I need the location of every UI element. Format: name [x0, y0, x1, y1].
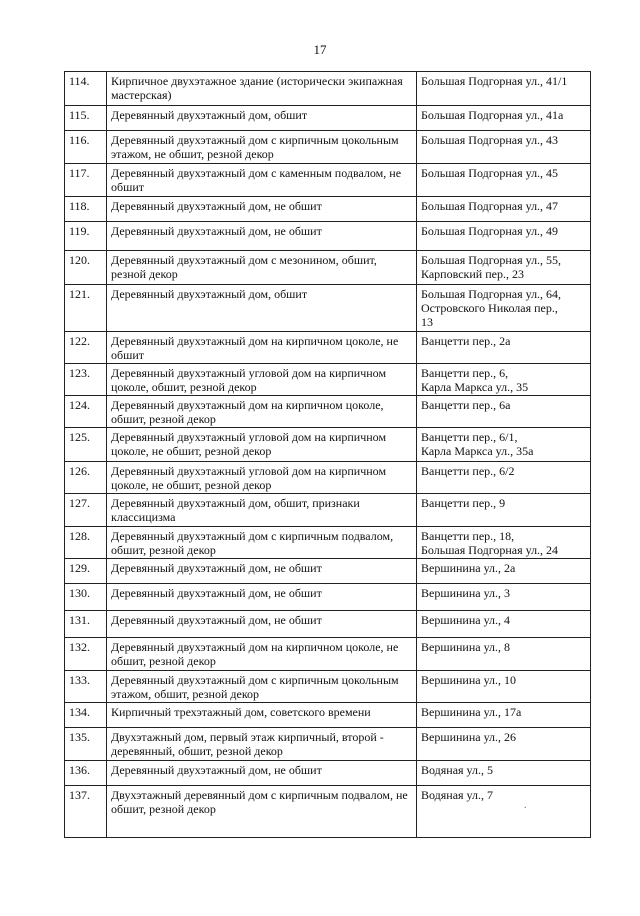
row-number: 130. — [65, 584, 107, 611]
row-number: 117. — [65, 164, 107, 197]
address-line: Вершинина ул., 8 — [421, 640, 511, 654]
object-description: Деревянный двухэтажный угловой дом на кирпичном цоколе, обшит, резной декор — [107, 364, 417, 396]
address-line: Островского Николая пер., — [421, 301, 558, 315]
address-line: Большая Подгорная ул., 41/1 — [421, 74, 568, 88]
table-row — [65, 638, 591, 671]
address-line: Большая Подгорная ул., 41а — [421, 108, 564, 122]
table-body — [65, 72, 591, 838]
object-address — [417, 164, 591, 197]
object-description: Кирпичное двухэтажное здание (исторически экипажная мастерская) — [107, 72, 417, 106]
address-line: Вершинина ул., 3 — [421, 586, 511, 600]
object-address — [417, 494, 591, 527]
address-line: Вершинина ул., 4 — [421, 613, 511, 627]
table-row — [65, 106, 591, 131]
row-number: 118. — [65, 197, 107, 222]
object-address — [417, 72, 591, 106]
address-line: Большая Подгорная ул., 55, — [421, 253, 562, 267]
object-address — [417, 131, 591, 164]
address-line: Большая Подгорная ул., 24 — [421, 543, 559, 557]
table-row — [65, 428, 591, 462]
object-description: Деревянный двухэтажный дом с кирпичным подвалом, обшит, резной декор — [107, 527, 417, 559]
table-row — [65, 164, 591, 197]
row-number: 120. — [65, 251, 107, 285]
table-row — [65, 559, 591, 584]
row-number: 132. — [65, 638, 107, 671]
object-description: Деревянный двухэтажный дом с мезонином, обшит, резной декор — [107, 251, 417, 285]
row-number: 133. — [65, 671, 107, 703]
object-address — [417, 396, 591, 428]
table-row — [65, 494, 591, 527]
table-row — [65, 251, 591, 285]
row-number: 136. — [65, 761, 107, 786]
object-address — [417, 559, 591, 584]
address-line: Большая Подгорная ул., 47 — [421, 199, 559, 213]
table-row — [65, 584, 591, 611]
object-description: Деревянный двухэтажный дом, не обшит — [107, 559, 417, 584]
table-row — [65, 197, 591, 222]
row-number: 114. — [65, 72, 107, 106]
object-description: Деревянный двухэтажный угловой дом на кирпичном цоколе, не обшит, резной декор — [107, 462, 417, 494]
table-row — [65, 728, 591, 761]
row-number: 134. — [65, 703, 107, 728]
address-line: Карла Маркса ул., 35 — [421, 380, 529, 394]
row-number: 131. — [65, 611, 107, 638]
object-description: Двухэтажный деревянный дом с кирпичным подвалом, не обшит, резной декор — [107, 786, 417, 838]
address-line: Ванцетти пер., 6/2 — [421, 464, 515, 478]
object-description: Деревянный двухэтажный дом с каменным подвалом, не обшит — [107, 164, 417, 197]
object-description: Деревянный двухэтажный дом, не обшит — [107, 197, 417, 222]
object-address — [417, 584, 591, 611]
object-description: Деревянный двухэтажный дом, обшит — [107, 106, 417, 131]
table-row — [65, 611, 591, 638]
object-description: Кирпичный трехэтажный дом, советского времени — [107, 703, 417, 728]
row-number: 124. — [65, 396, 107, 428]
row-number: 125. — [65, 428, 107, 462]
object-address — [417, 106, 591, 131]
row-number: 122. — [65, 332, 107, 364]
address-line: Большая Подгорная ул., 49 — [421, 224, 559, 238]
address-line: Большая Подгорная ул., 64, — [421, 287, 562, 301]
stray-dot: . — [524, 800, 527, 811]
object-description: Деревянный двухэтажный дом с кирпичным цокольным этажом, обшит, резной декор — [107, 671, 417, 703]
object-address — [417, 728, 591, 761]
object-description: Деревянный двухэтажный дом, не обшит — [107, 611, 417, 638]
address-line: Ванцетти пер., 6, — [421, 366, 509, 380]
address-line: Водяная ул., 7 — [421, 788, 494, 802]
table-row — [65, 527, 591, 559]
object-description: Деревянный двухэтажный дом на кирпичном цоколе, не обшит — [107, 332, 417, 364]
address-line: Водяная ул., 5 — [421, 763, 494, 777]
object-address — [417, 611, 591, 638]
object-address — [417, 197, 591, 222]
table-row — [65, 396, 591, 428]
row-number: 116. — [65, 131, 107, 164]
address-line: Большая Подгорная ул., 45 — [421, 166, 559, 180]
row-number: 123. — [65, 364, 107, 396]
address-line: Вершинина ул., 10 — [421, 673, 517, 687]
row-number: 128. — [65, 527, 107, 559]
object-address — [417, 428, 591, 462]
object-address — [417, 462, 591, 494]
address-line: Вершинина ул., 17а — [421, 705, 522, 719]
object-description: Деревянный двухэтажный дом, обшит, признаки классицизма — [107, 494, 417, 527]
object-description: Деревянный двухэтажный дом, не обшит — [107, 761, 417, 786]
object-address — [417, 332, 591, 364]
row-number: 135. — [65, 728, 107, 761]
table-row — [65, 786, 591, 838]
object-address — [417, 786, 591, 838]
object-address — [417, 703, 591, 728]
object-description: Деревянный двухэтажный дом на кирпичном цоколе, не обшит, резной декор — [107, 638, 417, 671]
row-number: 126. — [65, 462, 107, 494]
address-line: 13 — [421, 315, 433, 329]
address-line: Вершинина ул., 2а — [421, 561, 516, 575]
object-description: Деревянный двухэтажный дом, обшит — [107, 285, 417, 332]
object-address — [417, 364, 591, 396]
address-line: Карла Маркса ул., 35а — [421, 444, 534, 458]
table-row — [65, 131, 591, 164]
page-number: 17 — [313, 42, 327, 57]
object-address — [417, 222, 591, 251]
row-number: 115. — [65, 106, 107, 131]
object-description: Деревянный двухэтажный дом, не обшит — [107, 222, 417, 251]
object-description: Деревянный двухэтажный дом с кирпичным цокольным этажом, не обшит, резной декор — [107, 131, 417, 164]
address-line: Вершинина ул., 26 — [421, 730, 517, 744]
object-description: Двухэтажный дом, первый этаж кирпичный, второй - деревянный, обшит, резной декор — [107, 728, 417, 761]
object-description: Деревянный двухэтажный дом на кирпичном цоколе, обшит, резной декор — [107, 396, 417, 428]
monuments-table — [64, 71, 591, 838]
object-description: Деревянный двухэтажный угловой дом на кирпичном цоколе, не обшит, резной декор — [107, 428, 417, 462]
object-description: Деревянный двухэтажный дом, не обшит — [107, 584, 417, 611]
table-row — [65, 462, 591, 494]
row-number: 119. — [65, 222, 107, 251]
table-row — [65, 285, 591, 332]
address-line: Ванцетти пер., 6/1, — [421, 430, 518, 444]
object-address — [417, 761, 591, 786]
object-address — [417, 285, 591, 332]
object-address — [417, 251, 591, 285]
table-row — [65, 364, 591, 396]
row-number: 129. — [65, 559, 107, 584]
object-address — [417, 638, 591, 671]
row-number: 127. — [65, 494, 107, 527]
table-row — [65, 332, 591, 364]
object-address — [417, 527, 591, 559]
object-address — [417, 671, 591, 703]
table-row — [65, 222, 591, 251]
row-number: 137. — [65, 786, 107, 838]
address-line: Карповский пер., 23 — [421, 267, 524, 281]
address-line: Большая Подгорная ул., 43 — [421, 133, 559, 147]
table-row — [65, 761, 591, 786]
table-row — [65, 72, 591, 106]
row-number: 121. — [65, 285, 107, 332]
table-row — [65, 671, 591, 703]
address-line: Ванцетти пер., 18, — [421, 529, 515, 543]
table-row — [65, 703, 591, 728]
address-line: Ванцетти пер., 2а — [421, 334, 511, 348]
address-line: Ванцетти пер., 6а — [421, 398, 511, 412]
address-line: Ванцетти пер., 9 — [421, 496, 506, 510]
